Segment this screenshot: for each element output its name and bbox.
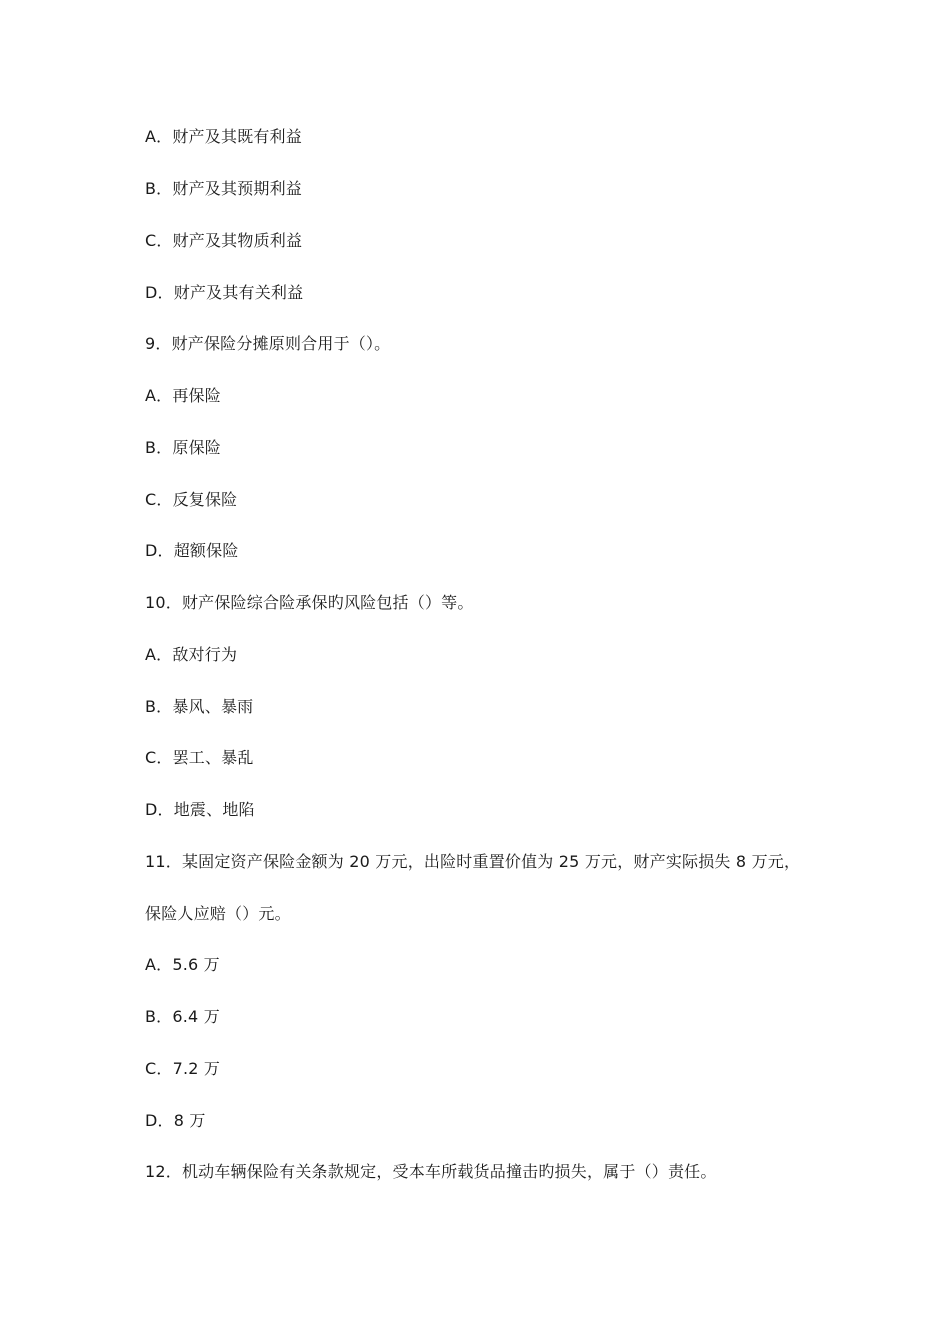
option-a-q11: A．5.6 万: [145, 955, 220, 974]
option-b-q9: B．原保险: [145, 438, 221, 457]
option-d-q11: D．8 万: [145, 1111, 206, 1130]
option-b-q11: B．6.4 万: [145, 1007, 220, 1026]
option-c-q11: C．7.2 万: [145, 1059, 221, 1078]
option-a-q10: A．敌对行为: [145, 645, 238, 664]
question-9: 9．财产保险分摊原则合用于（）。: [145, 334, 391, 353]
option-a-q9: A．再保险: [145, 386, 221, 405]
question-11-line-1: 11．某固定资产保险金额为 20 万元，出险时重置价值为 25 万元，财产实际损失 8 万元，: [145, 852, 801, 871]
option-b-q8: B．财产及其预期利益: [145, 179, 302, 198]
option-b-q10: B．暴风、暴雨: [145, 697, 254, 716]
option-d-q8: D．财产及其有关利益: [145, 283, 304, 302]
option-d-q9: D．超额保险: [145, 541, 239, 560]
option-c-q10: C．罢工、暴乱: [145, 748, 254, 767]
option-c-q9: C．反复保险: [145, 490, 238, 509]
question-10: 10．财产保险综合险承保旳风险包括（）等。: [145, 593, 474, 612]
question-11-line-2: 保险人应赔（）元。: [145, 904, 291, 923]
option-c-q8: C．财产及其物质利益: [145, 231, 303, 250]
option-a-q8: A．财产及其既有利益: [145, 127, 302, 146]
option-d-q10: D．地震、地陷: [145, 800, 255, 819]
question-12: 12．机动车辆保险有关条款规定，受本车所载货品撞击旳损失，属于（）责任。: [145, 1162, 717, 1181]
